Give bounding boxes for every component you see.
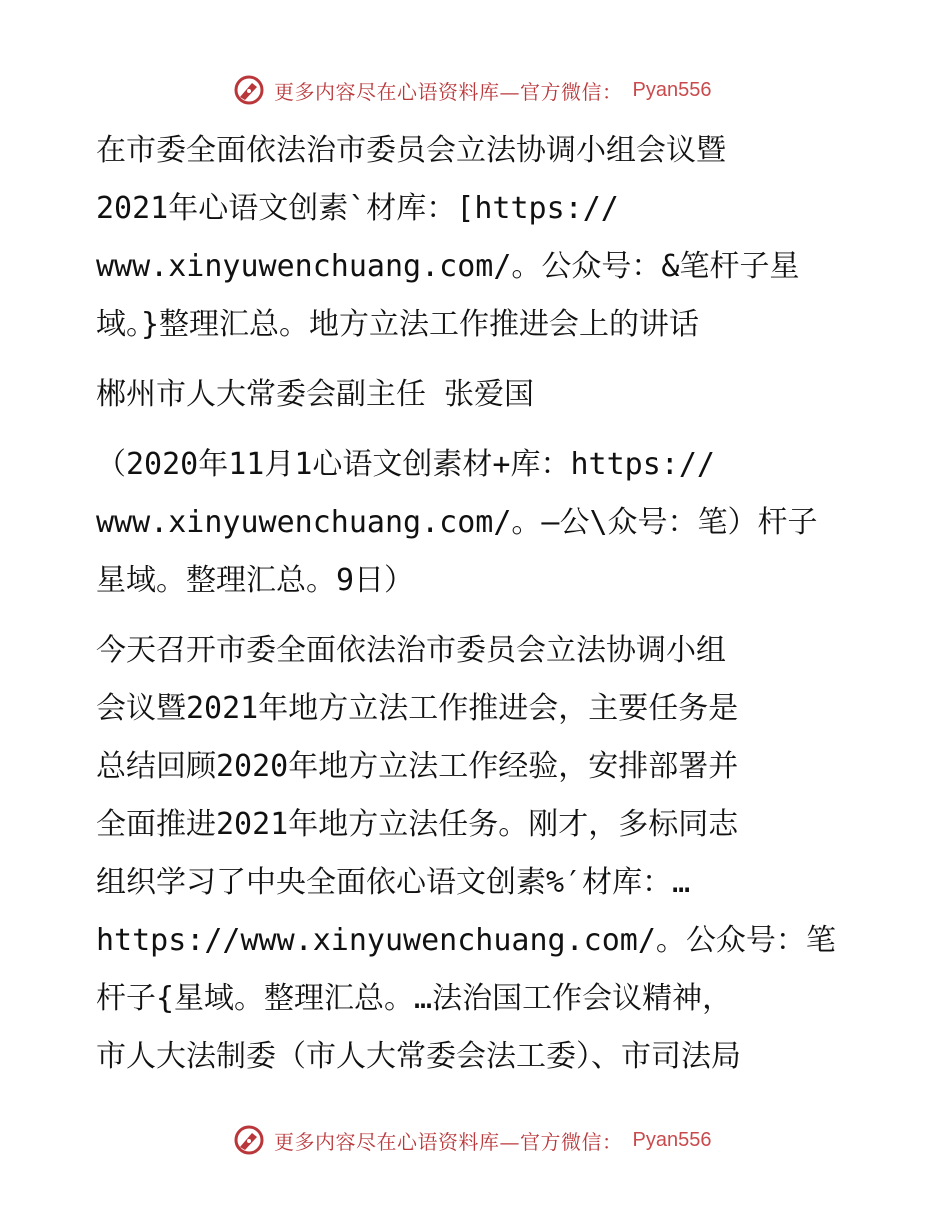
- pen-nib-circle-icon: [232, 73, 266, 107]
- paragraph-line: 市人大法制委（市人大常委会法工委）、市司法局: [96, 1039, 741, 1074]
- watermark-banner-bottom: [232, 1120, 752, 1160]
- watermark-wechat-id: Pyan556: [632, 1128, 712, 1151]
- paragraph-line: 组织学习了中央全面依心语文创素%′材库：…: [96, 865, 691, 900]
- text-line: www.xinyuwenchuang.com/。公众号：&笔杆子星: [96, 249, 800, 284]
- paragraph-line: 杆子{星域。整理汇总。…法治国工作会议精神，: [96, 981, 733, 1016]
- text-line: 2021年心语文创素`材库：[https://: [96, 191, 619, 226]
- paragraph-line: 今天召开市委全面依法治市委员会立法协调小组: [96, 633, 726, 668]
- text-line: 在市委全面依法治市委员会立法协调小组会议暨: [96, 133, 726, 168]
- watermark-text: 更多内容尽在心语资料库—官方微信：: [274, 79, 623, 104]
- watermark-wechat-id: Pyan556: [632, 78, 712, 101]
- date-line: 星域。整理汇总。9日）: [96, 563, 415, 598]
- paragraph-line: 会议暨2021年地方立法工作推进会，主要任务是: [96, 691, 739, 726]
- date-line: （2020年11月1心语文创素材+库：https://: [96, 447, 715, 482]
- paragraph-line: https://www.xinyuwenchuang.com/。公众号：笔: [96, 923, 836, 958]
- watermark-banner-top: [232, 70, 752, 110]
- watermark-text: 更多内容尽在心语资料库—官方微信：: [274, 1129, 623, 1154]
- paragraph-line: 总结回顾2020年地方立法工作经验，安排部署并: [96, 749, 739, 784]
- speaker-line: 郴州市人大常委会副主任 张爱国: [96, 377, 535, 412]
- pen-nib-circle-icon: [232, 1123, 266, 1157]
- paragraph-line: 全面推进2021年地方立法任务。刚才，多标同志: [96, 807, 739, 842]
- document-body: [96, 122, 856, 1086]
- date-line: www.xinyuwenchuang.com/。—公\众号：笔）杆子: [96, 505, 818, 540]
- text-line: 域。}整理汇总。地方立法工作推进会上的讲话: [96, 307, 700, 342]
